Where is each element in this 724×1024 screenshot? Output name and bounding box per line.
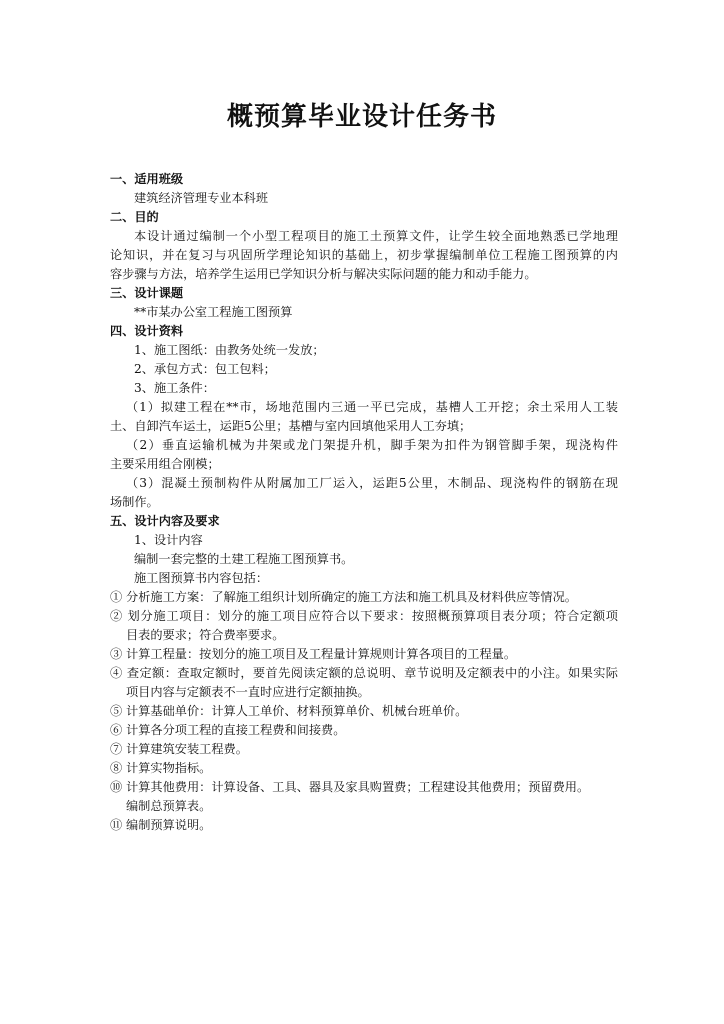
text-line: 场制作。 [110,495,159,509]
document-body [110,170,618,835]
text-line: ⑧ 计算实物指标。 [110,761,212,775]
text-line: 编制一套完整的土建工程施工图预算书。 [134,552,354,566]
text-line: （3）混凝土预制构件从附属加工厂运入，运距5公里，木制品、现浇构件的钢筋在现 [126,476,618,490]
text-line: ⑪ 编制预算说明。 [110,818,212,832]
text-line: ⑩ 计算其他费用：计算设备、工具、器具及家具购置费；工程建设其他费用；预留费用。 [110,780,590,794]
text-line: 土、自卸汽车运土，运距5公里；基槽与室内回填他采用人工夯填； [110,419,472,433]
text-line: 项目内容与定额表不一直时应进行定额抽换。 [126,685,370,699]
text-line: 2、承包方式：包工包料； [134,362,276,376]
text-line: 论知识，并在复习与巩固所学理论知识的基础上，初步掌握编制单位工程施工图预算的内 [110,248,618,262]
text-line: 编制总预算表。 [126,799,212,813]
text-line: 1、施工图纸：由教务处统一发放； [134,343,325,357]
text-line: ⑦ 计算建筑安装工程费。 [110,742,248,756]
text-line: 容步骤与方法，培养学生运用已学知识分析与解决实际问题的能力和动手能力。 [110,267,537,281]
section-heading: 三、设计课题 [110,286,184,300]
text-line: 1、设计内容 [134,533,203,547]
text-line: 3、施工条件： [134,381,215,395]
text-line: ④ 查定额：查取定额时，要首先阅读定额的总说明、章节说明及定额表中的小注。如果实际 [110,666,618,680]
section-heading: 二、目的 [110,210,159,224]
section-heading: 四、设计资料 [110,324,184,338]
text-line: （2）垂直运输机械为井架或龙门架提升机，脚手架为扣件为钢管脚手架，现浇构件 [126,438,618,452]
text-line: （1）拟建工程在**市，场地范围内三通一平已完成，基槽人工开挖；余土采用人工装 [126,400,618,414]
text-line: ③ 计算工程量：按划分的施工项目及工程量计算规则计算各项目的工程量。 [110,647,517,661]
text-line: 主要采用组合刚模； [110,457,220,471]
text-line: 施工图预算书内容包括： [134,571,269,585]
text-line: **市某办公室工程施工图预算 [134,305,293,319]
section-heading: 一、适用班级 [110,172,184,186]
text-line: ⑤ 计算基础单价：计算人工单价、材料预算单价、机械台班单价。 [110,704,468,718]
text-line: ① 分析施工方案：了解施工组织计划所确定的施工方法和施工机具及材料供应等情况。 [110,590,577,604]
text-line: 本设计通过编制一个小型工程项目的施工土预算文件，让学生较全面地熟悉已学地理 [134,229,618,243]
text-line: ② 划分施工项目：划分的施工项目应符合以下要求：按照概预算项目表分项；符合定额项 [110,609,618,623]
section-heading: 五、设计内容及要求 [110,514,220,528]
document-title: 概预算毕业设计任务书 [226,102,497,132]
text-line: ⑥ 计算各分项工程的直接工程费和间接费。 [110,723,346,737]
text-line: 目表的要求；符合费率要求。 [126,628,285,642]
text-line: 建筑经济管理专业本科班 [134,191,269,205]
